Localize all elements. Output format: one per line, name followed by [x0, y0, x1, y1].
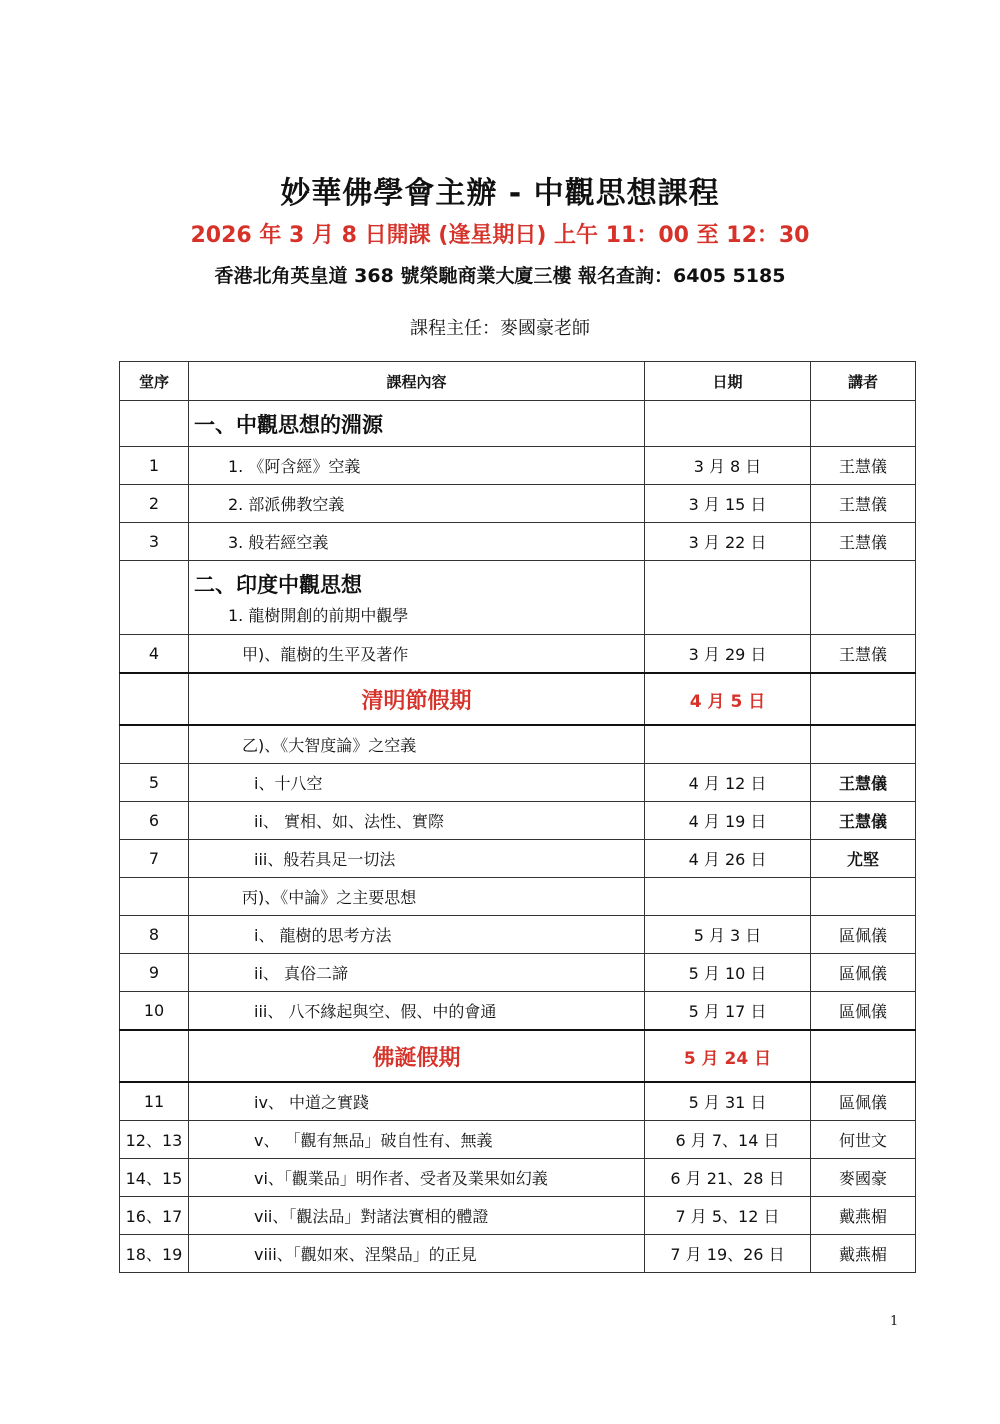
table-row: [120, 764, 916, 802]
row-date: 5 月 31 日: [645, 1082, 811, 1121]
header-content: 課程內容: [189, 362, 645, 401]
row-content: 甲)、龍樹的生平及著作: [242, 645, 409, 664]
row-lecturer: 戴燕楣: [811, 1197, 916, 1235]
table-row: [120, 916, 916, 954]
header-date: 日期: [645, 362, 811, 401]
table-row: [120, 485, 916, 523]
row-no: 9: [120, 954, 189, 992]
row-no: 1: [120, 447, 189, 485]
section-row: [120, 401, 916, 447]
holiday-date: 4 月 5 日: [645, 673, 811, 725]
row-no: 16、17: [120, 1197, 189, 1235]
row-lecturer: 王慧儀: [811, 485, 916, 523]
row-no: 2: [120, 485, 189, 523]
row-lecturer: 麥國豪: [811, 1159, 916, 1197]
section-subtitle: 1. 龍樹開創的前期中觀學: [228, 606, 409, 625]
holiday-row: [120, 1030, 916, 1082]
table-row: [120, 1121, 916, 1159]
holiday-date: 5 月 24 日: [645, 1030, 811, 1082]
row-lecturer: 區佩儀: [811, 916, 916, 954]
row-date: 7 月 19、26 日: [645, 1235, 811, 1273]
row-content: ii、 實相、如、法性、實際: [254, 812, 444, 831]
row-no: 11: [120, 1082, 189, 1121]
subhead-row: [120, 878, 916, 916]
row-lecturer: 王慧儀: [811, 802, 916, 840]
row-date: 5 月 17 日: [645, 992, 811, 1031]
row-no: 6: [120, 802, 189, 840]
row-lecturer: 尤堅: [811, 840, 916, 878]
row-no: 5: [120, 764, 189, 802]
row-no: 3: [120, 523, 189, 561]
row-content: v、 「觀有無品」破自性有、無義: [254, 1131, 493, 1150]
row-content: i、十八空: [254, 774, 323, 793]
address-and-enquiry: 香港北角英皇道 368 號榮馳商業大廈三樓 報名查詢：6405 5185: [214, 265, 786, 287]
row-lecturer: 王慧儀: [811, 635, 916, 674]
row-lecturer: 王慧儀: [811, 447, 916, 485]
row-date: 6 月 7、14 日: [645, 1121, 811, 1159]
table-row: [120, 1197, 916, 1235]
table-row: [120, 802, 916, 840]
course-schedule-table: [119, 361, 916, 1273]
table-row: [120, 1235, 916, 1273]
table-row: [120, 1082, 916, 1121]
table-row: [120, 954, 916, 992]
section-title: 二、印度中觀思想: [194, 573, 362, 597]
row-no: 4: [120, 635, 189, 674]
holiday-row: [120, 673, 916, 725]
section-row: [120, 561, 916, 635]
row-content: ii、 真俗二諦: [254, 964, 348, 983]
table-row: [120, 840, 916, 878]
row-no: 18、19: [120, 1235, 189, 1273]
row-content: iii、般若具足一切法: [254, 850, 396, 869]
row-lecturer: 區佩儀: [811, 954, 916, 992]
row-content: iv、 中道之實踐: [254, 1093, 370, 1112]
row-date: 3 月 22 日: [645, 523, 811, 561]
row-lecturer: 何世文: [811, 1121, 916, 1159]
row-content: iii、 八不緣起與空、假、中的會通: [254, 1002, 497, 1021]
row-date: 4 月 19 日: [645, 802, 811, 840]
row-content: vii、「觀法品」對諸法實相的體證: [254, 1207, 489, 1226]
row-content: vi、「觀業品」明作者、受者及業果如幻義: [254, 1169, 548, 1188]
holiday-name: 清明節假期: [189, 673, 645, 725]
row-content: i、 龍樹的思考方法: [254, 926, 392, 945]
holiday-name: 佛誕假期: [189, 1030, 645, 1082]
row-no: 14、15: [120, 1159, 189, 1197]
row-lecturer: 區佩儀: [811, 992, 916, 1031]
row-content: 2. 部派佛教空義: [228, 495, 345, 514]
table-row: [120, 523, 916, 561]
table-row: [120, 635, 916, 674]
row-date: 7 月 5、12 日: [645, 1197, 811, 1235]
subhead-row: [120, 725, 916, 764]
row-content: viii、「觀如來、涅槃品」的正見: [254, 1245, 477, 1264]
course-start-info: 2026 年 3 月 8 日開課 (逢星期日) 上午 11：00 至 12：30: [190, 223, 810, 248]
row-lecturer: 王慧儀: [811, 523, 916, 561]
row-date: 6 月 21、28 日: [645, 1159, 811, 1197]
page-number: 1: [890, 1314, 899, 1329]
row-content: 1. 《阿含經》空義: [228, 457, 361, 476]
row-date: 3 月 8 日: [645, 447, 811, 485]
row-date: 5 月 3 日: [645, 916, 811, 954]
course-director: 課程主任：麥國豪老師: [410, 318, 590, 339]
row-date: 3 月 29 日: [645, 635, 811, 674]
section-title: 一、中觀思想的淵源: [189, 401, 645, 447]
table-header-row: [120, 362, 916, 401]
table-row: [120, 992, 916, 1031]
row-lecturer: 區佩儀: [811, 1082, 916, 1121]
row-date: 5 月 10 日: [645, 954, 811, 992]
row-date: 4 月 26 日: [645, 840, 811, 878]
row-lecturer: 戴燕楣: [811, 1235, 916, 1273]
row-date: 4 月 12 日: [645, 764, 811, 802]
table-row: [120, 1159, 916, 1197]
row-no: 8: [120, 916, 189, 954]
subhead-title: 丙)、《中論》之主要思想: [242, 888, 417, 907]
subhead-title: 乙)、《大智度論》之空義: [242, 736, 417, 755]
header-no: 堂序: [120, 362, 189, 401]
row-no: 7: [120, 840, 189, 878]
row-no: 10: [120, 992, 189, 1031]
row-no: 12、13: [120, 1121, 189, 1159]
row-lecturer: 王慧儀: [811, 764, 916, 802]
header-lecturer: 講者: [811, 362, 916, 401]
page-title: 妙華佛學會主辦 - 中觀思想課程: [280, 176, 720, 211]
row-content: 3. 般若經空義: [228, 533, 329, 552]
row-date: 3 月 15 日: [645, 485, 811, 523]
table-row: [120, 447, 916, 485]
